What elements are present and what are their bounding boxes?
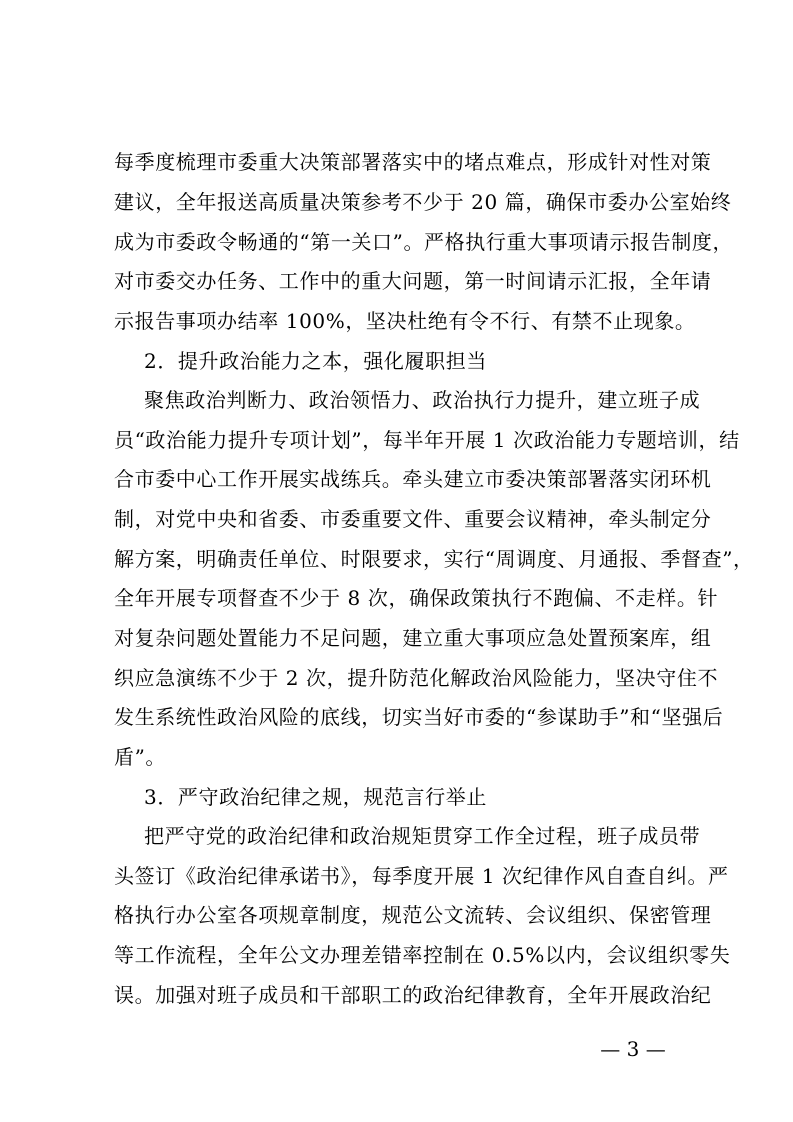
body-line-20: 格执行办公室各项规章制度，规范公文流转、会议组织、保密管理: [114, 903, 712, 927]
body-line-12: 全年开展专项督查不少于 8 次，确保政策执行不跑偏、不走样。针: [114, 586, 719, 610]
body-line-1: 每季度梳理市委重大决策部署落实中的堵点难点，形成针对性对策: [114, 150, 712, 174]
section-heading-3: 3．严守政治纪律之规，规范言行举止: [144, 785, 487, 809]
body-line-22: 误。加强对班子成员和干部职工的政治纪律教育，全年开展政治纪: [114, 983, 712, 1007]
section-heading-2: 2．提升政治能力之本，强化履职担当: [144, 349, 487, 373]
body-line-16: 盾”。: [114, 745, 167, 769]
body-line-3: 成为市委政令畅通的“第一关口”。严格执行重大事项请示报告制度，: [114, 230, 734, 254]
body-line-9: 合市委中心工作开展实战练兵。牵头建立市委决策部署落实闭环机: [114, 467, 712, 491]
page-number: — 3 —: [600, 1037, 666, 1061]
body-line-10: 制，对党中央和省委、市委重要文件、重要会议精神，牵头制定分: [114, 507, 712, 531]
body-line-19: 头签订《政治纪律承诺书》，每季度开展 1 次纪律作风自查自纠。严: [114, 864, 729, 888]
body-line-14: 织应急演练不少于 2 次，提升防范化解政治风险能力，坚决守住不: [114, 666, 719, 690]
body-line-8: 员“政治能力提升专项计划”，每半年开展 1 次政治能力专题培训，结: [114, 428, 740, 452]
body-line-15: 发生系统性政治风险的底线，切实当好市委的“参谋助手”和“坚强后: [114, 705, 724, 729]
body-line-2: 建议，全年报送高质量决策参考不少于 20 篇，确保市委办公室始终: [114, 190, 732, 214]
body-line-18: 把严守党的政治纪律和政治规矩贯穿工作全过程，班子成员带: [144, 824, 701, 848]
body-line-4: 对市委交办任务、工作中的重大问题，第一时间请示汇报，全年请: [114, 269, 712, 293]
body-line-11: 解方案，明确责任单位、时限要求，实行“周调度、月通报、季督查”，: [114, 547, 754, 571]
body-line-5: 示报告事项办结率 100%，坚决杜绝有令不行、有禁不止现象。: [114, 309, 696, 333]
body-line-21: 等工作流程，全年公文办理差错率控制在 0.5%以内，会议组织零失: [114, 943, 731, 967]
body-line-7: 聚焦政治判断力、政治领悟力、政治执行力提升，建立班子成: [144, 388, 701, 412]
body-line-13: 对复杂问题处置能力不足问题，建立重大事项应急处置预案库，组: [114, 626, 712, 650]
